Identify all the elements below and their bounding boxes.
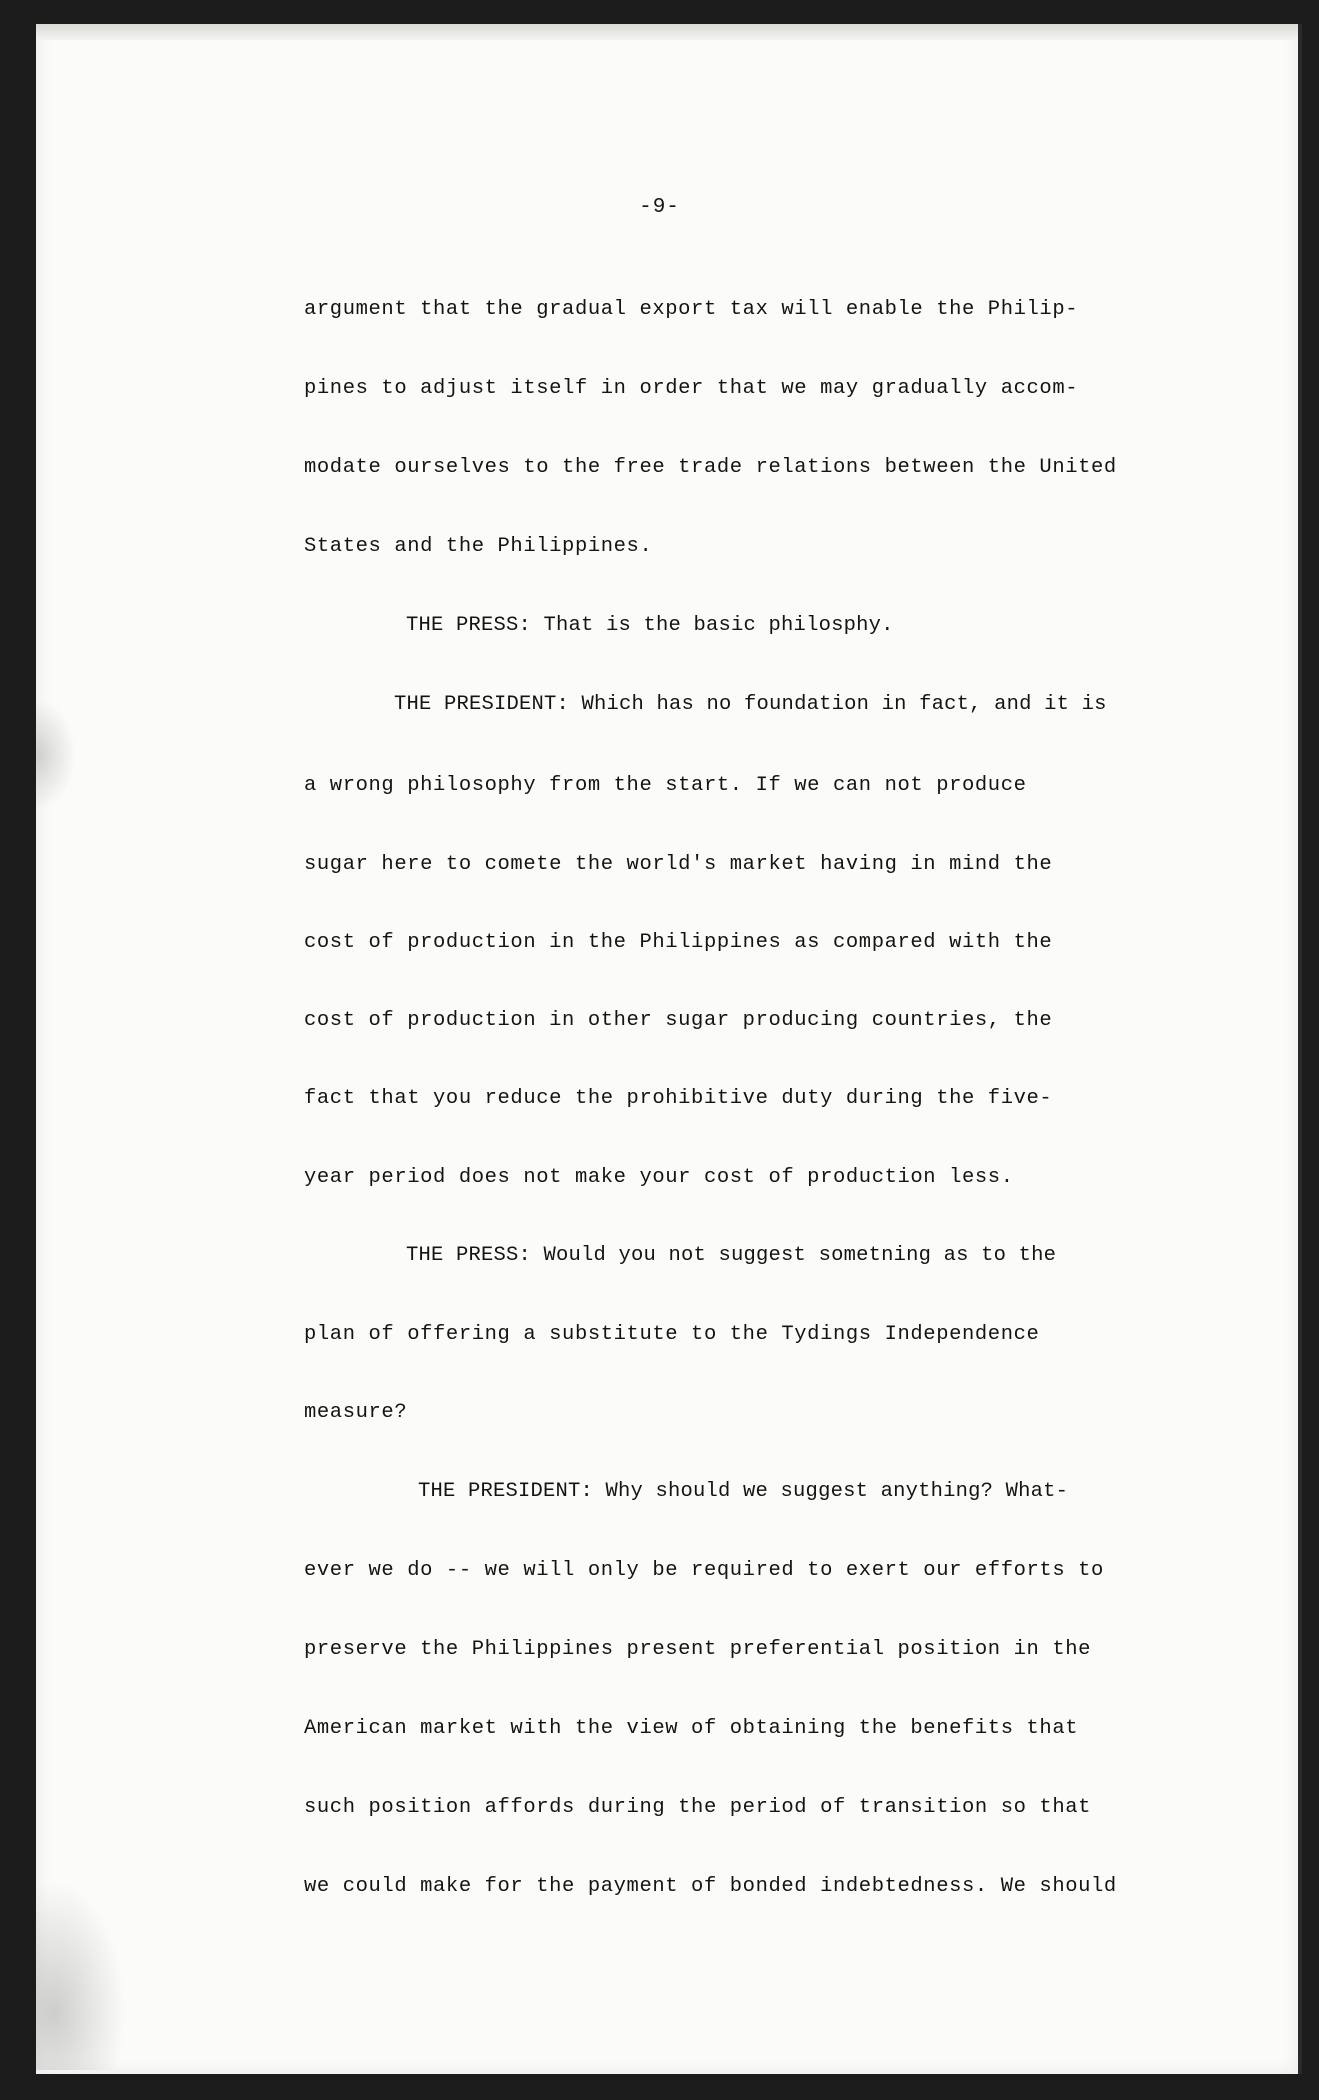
text-line: year period does not make your cost of production less. [304,1166,1014,1189]
text-line: States and the Philippines. [304,535,653,558]
speaker-line: THE PRESS: Would you not suggest sometning as to the [406,1244,1057,1267]
speaker-line: THE PRESIDENT: Why should we suggest anything? What- [418,1480,1069,1503]
text-line: pines to adjust itself in order that we may gradually accom- [304,377,1079,400]
text-line: ever we do -- we will only be required to exert our efforts to [304,1559,1104,1582]
speaker-line: THE PRESS: That is the basic philosphy. [406,614,894,637]
text-line: preserve the Philippines present preferential position in the [304,1638,1092,1661]
text-line: argument that the gradual export tax will enable the Philip- [304,298,1079,321]
text-line: such position affords during the period of transition so that [304,1796,1092,1819]
text-line: a wrong philosophy from the start. If we can not produce [304,774,1027,797]
text-line: cost of production in other sugar producing countries, the [304,1009,1053,1032]
text-line: measure? [304,1401,408,1424]
speaker-line: THE PRESIDENT: Which has no foundation in fact, and it is [394,693,1107,716]
text-line: we could make for the payment of bonded indebtedness. We should [304,1875,1117,1898]
text-line: cost of production in the Philippines as compared with the [304,931,1053,954]
text-line: modate ourselves to the free trade relations between the United [304,456,1117,479]
page-number: -9- [639,196,680,219]
text-line: sugar here to comete the world's market having in mind the [304,853,1053,876]
text-line: fact that you reduce the prohibitive duty during the five- [304,1087,1053,1110]
text-line: American market with the view of obtaining the benefits that [304,1717,1079,1740]
text-line: plan of offering a substitute to the Tydings Independence [304,1323,1040,1346]
